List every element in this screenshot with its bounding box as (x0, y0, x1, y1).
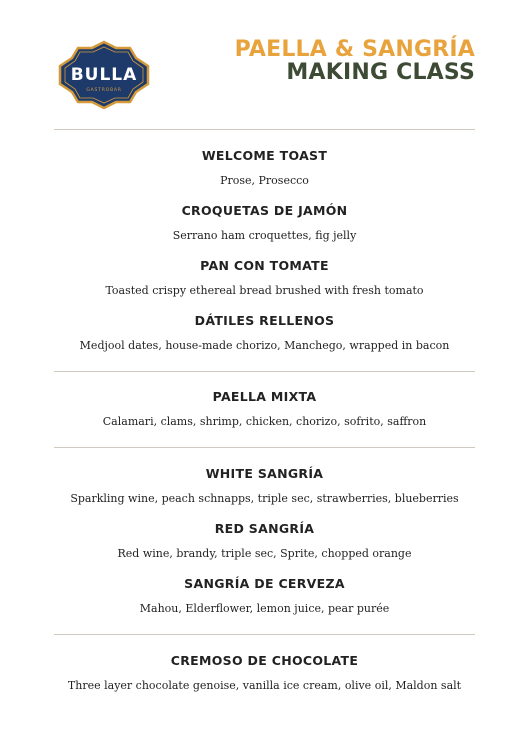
bulla-logo (58, 40, 150, 110)
divider (54, 129, 475, 130)
item-desc: Serrano ham croquettes, fig jelly (172, 229, 357, 242)
logo-subtitle-text: GASTROBAR (86, 88, 122, 93)
item-title: RED SANGRÍA (214, 521, 315, 536)
item-desc: Three layer chocolate genoise, vanilla ice cream, olive oil, Maldon salt (67, 679, 462, 692)
title-line-2: MAKING CLASS (286, 60, 475, 85)
item-desc: Medjool dates, house-made chorizo, Manchego, wrapped in bacon (79, 339, 450, 352)
item-title: CREMOSO DE CHOCOLATE (170, 653, 359, 668)
page-title (235, 38, 475, 84)
item-desc: Sparkling wine, peach schnapps, triple sec, strawberries, blueberries (70, 492, 459, 505)
item-desc: Prose, Prosecco (220, 174, 309, 187)
item-title: PAN CON TOMATE (200, 258, 329, 273)
logo-brand-text: BULLA (70, 65, 138, 85)
menu-section-paella (0, 389, 529, 444)
item-title: WELCOME TOAST (201, 148, 328, 163)
menu-section-starters (0, 148, 529, 368)
title-line-1: PAELLA & SANGRÍA (234, 37, 475, 62)
bulla-emblem-icon (58, 40, 150, 110)
item-title: WHITE SANGRÍA (205, 466, 324, 481)
item-desc: Calamari, clams, shrimp, chicken, chorizo, sofrito, saffron (102, 415, 427, 428)
divider (54, 634, 475, 635)
item-title: SANGRÍA DE CERVEZA (184, 576, 345, 591)
item-title: PAELLA MIXTA (212, 389, 317, 404)
item-title: CROQUETAS DE JAMÓN (181, 203, 348, 218)
item-desc: Red wine, brandy, triple sec, Sprite, chopped orange (117, 547, 412, 560)
item-desc: Toasted crispy ethereal bread brushed with fresh tomato (105, 284, 424, 297)
menu-section-dessert (0, 653, 529, 708)
divider (54, 447, 475, 448)
menu-section-sangria (0, 466, 529, 631)
item-desc: Mahou, Elderflower, lemon juice, pear purée (139, 602, 390, 615)
divider (54, 371, 475, 372)
item-title: DÁTILES RELLENOS (194, 313, 335, 328)
